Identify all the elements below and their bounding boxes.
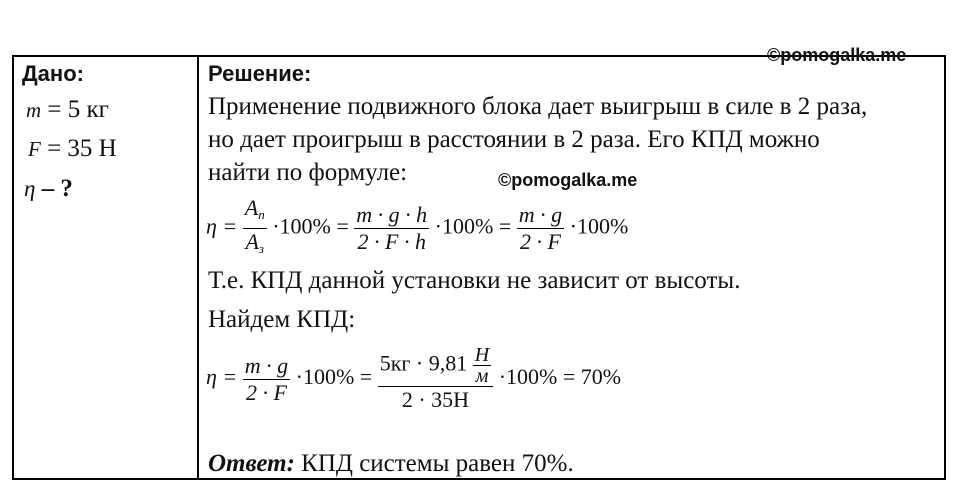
unit-fraction [473, 345, 491, 386]
formula-term: ·100% = 70% [498, 364, 622, 390]
solution-line: но дает проигрыш в расстоянии в 2 раза. Его КПД можно [208, 126, 820, 153]
given-row-force [28, 135, 117, 163]
solution-line: найти по формуле: [208, 159, 408, 186]
fraction [354, 202, 429, 255]
formula-term: ·100% [569, 213, 629, 239]
answer-label: Ответ: [208, 450, 295, 477]
unit-denominator: м [475, 365, 489, 387]
fraction [517, 202, 564, 255]
given-var: m [26, 98, 42, 122]
formula-term: η = [206, 364, 238, 390]
fraction-denominator: 2 · F · h [357, 229, 426, 254]
solution-note: Т.е. КПД данной установки не зависит от высоты. [208, 267, 741, 294]
fraction-numerator [243, 195, 267, 229]
formula-term: η = [206, 213, 238, 239]
fraction-denominator: 2 · F [245, 379, 287, 405]
fraction [243, 195, 267, 262]
formula-term: ·100% = [272, 213, 349, 239]
fraction-numerator: m · g [518, 202, 563, 227]
given-var: F [28, 137, 41, 161]
given-value: – ? [41, 175, 73, 202]
fraction [243, 353, 290, 406]
fraction-numerator: m · g · h [356, 202, 428, 227]
given-column [12, 55, 197, 480]
subscript: з [258, 241, 264, 256]
solution-find: Найдем КПД: [208, 306, 356, 333]
fraction-numerator [378, 345, 494, 387]
given-var: η [24, 176, 36, 201]
watermark-top: ©pomogalka.me [767, 45, 907, 65]
unit-numerator: Н [474, 344, 490, 366]
solution-column [199, 55, 946, 480]
solution-header: Решение: [208, 61, 312, 86]
answer-text: КПД системы равен 70%. [294, 450, 574, 477]
given-row-efficiency [24, 175, 73, 203]
fraction-denominator: 2 · 35Н [401, 387, 470, 412]
fraction-numerator: m · g [244, 352, 289, 378]
given-header: Дано: [22, 61, 84, 86]
solution-line: Применение подвижного блока дает выигрыш в силе в 2 раза, [208, 93, 868, 120]
watermark-middle: ©pomogalka.me [498, 170, 638, 190]
formula-calculation [206, 345, 621, 413]
formula-term: ·100% = [434, 213, 512, 239]
given-value: = 5 кг [47, 96, 109, 123]
given-row-mass [26, 96, 109, 124]
symbol: A [244, 195, 259, 220]
fraction [378, 345, 494, 413]
numerator-value: 5кг · 9,81 [379, 350, 468, 376]
answer-line [208, 450, 574, 478]
fraction-denominator [243, 229, 267, 262]
formula-general [206, 195, 628, 262]
given-value: = 35 Н [47, 135, 117, 162]
fraction-denominator: 2 · F [519, 229, 561, 254]
formula-term: ·100% = [295, 364, 373, 390]
subscript: п [258, 207, 265, 222]
symbol: A [245, 229, 259, 254]
